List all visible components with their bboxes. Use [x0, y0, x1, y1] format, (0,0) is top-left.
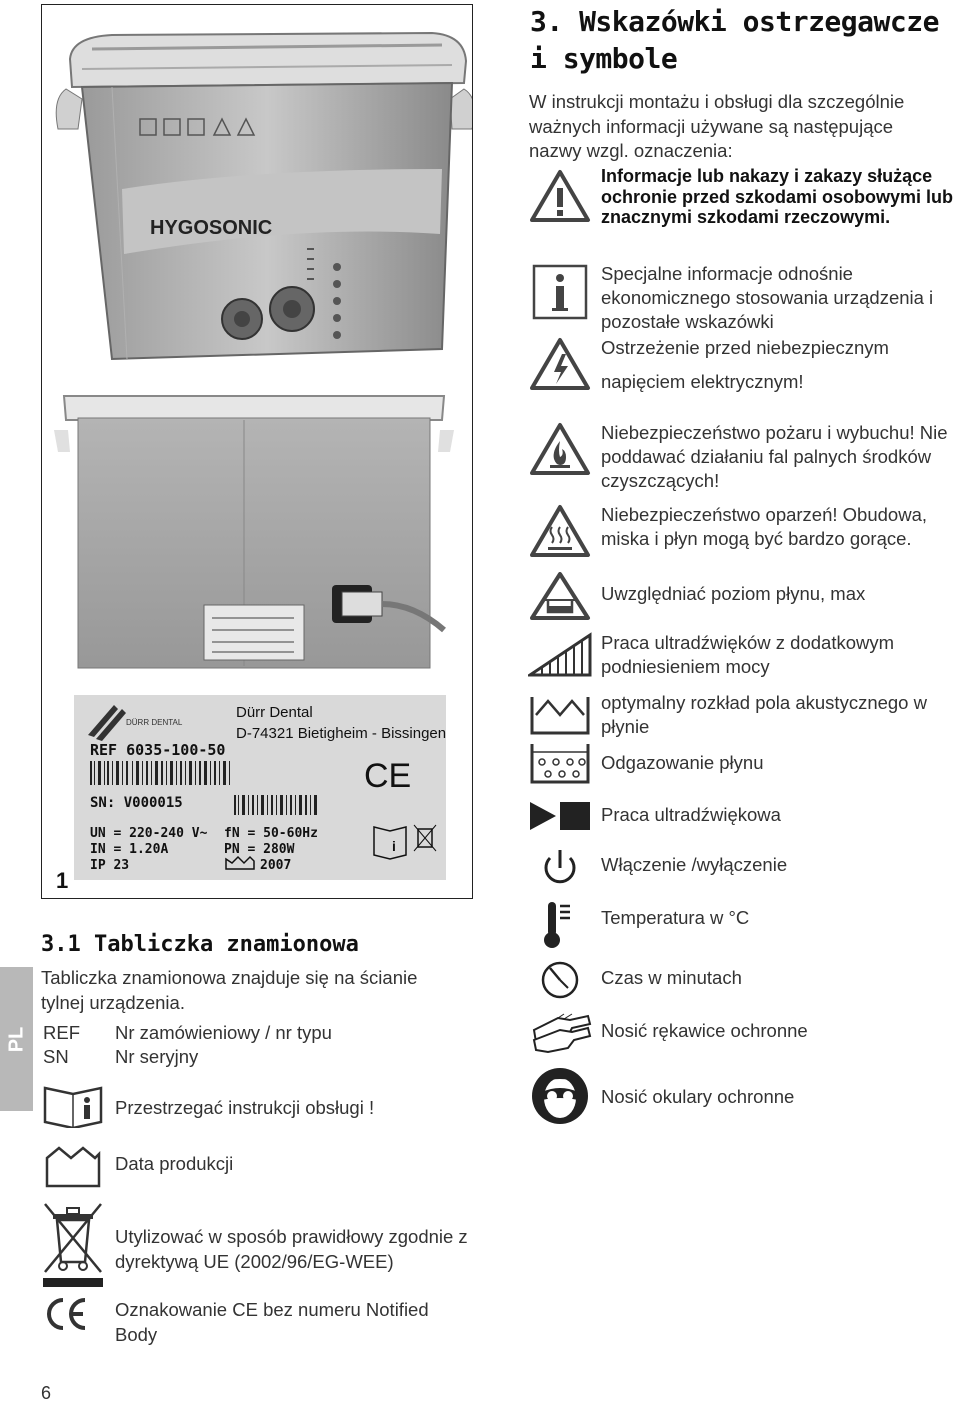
- def-value-sn: Nr seryjny: [115, 1046, 199, 1067]
- symbol-text: Uwzględniać poziom płynu, max: [601, 583, 866, 604]
- manual-text: Przestrzegać instrukcji obsługi !: [115, 1097, 375, 1118]
- info-icon: [528, 262, 592, 322]
- weee-text: Utylizować w sposób prawidłowy zgodnie z dyrektywą UE (2002/96/EG-WEE): [115, 1226, 468, 1272]
- degas-icon: [528, 742, 592, 784]
- thermometer-icon: [528, 900, 592, 950]
- figure-1: [41, 4, 473, 899]
- production-date-icon: [41, 1142, 105, 1190]
- ultrasound-icon: [528, 800, 592, 832]
- section-intro: W instrukcji montażu i obsługi dla szczególnie ważnych informacji używane są następujące nazwy wzgl. oznaczenia:: [529, 91, 905, 161]
- symbol-text: Niebezpieczeństwo oparzeń! Obudowa, miska i płyn mogą być bardzo gorące.: [601, 504, 927, 549]
- plate-ip: IP 23: [90, 858, 130, 873]
- symbol-text: Nosić rękawice ochronne: [601, 1020, 808, 1041]
- symbol-text: napięciem elektrycznym!: [601, 371, 804, 392]
- def-value-ref: Nr zamówieniowy / nr typu: [115, 1022, 332, 1043]
- plate-address: D-74321 Bietigheim - Bissingen: [236, 725, 446, 742]
- clock-icon: [528, 960, 592, 1000]
- symbol-text: Ostrzeżenie przed niebezpiecznym: [601, 337, 889, 358]
- goggles-icon: [528, 1066, 592, 1126]
- nameplate-photo: [74, 695, 446, 880]
- symbol-text: Praca ultradźwięków z dodatkowym podniesieniem mocy: [601, 632, 895, 677]
- plate-logo: DÜRR DENTAL: [126, 718, 183, 727]
- language-tab: [0, 967, 33, 1111]
- nameplate-title: 3.1 Tabliczka znamionowa: [41, 932, 359, 957]
- warning-triangle-icon: [528, 166, 592, 226]
- weee-bin-icon: [41, 1200, 105, 1290]
- production-date-text: Data produkcji: [115, 1153, 234, 1174]
- symbol-text: Temperatura w °C: [601, 907, 750, 928]
- def-key-ref: REF: [43, 1022, 80, 1043]
- def-key-sn: SN: [43, 1046, 69, 1067]
- manual-icon: [41, 1082, 105, 1128]
- symbol-text: optymalny rozkład pola akustycznego w płynie: [601, 692, 927, 737]
- language-tab-label: PL: [5, 1026, 27, 1052]
- figure-number: 1: [56, 868, 69, 893]
- ce-mark-icon: [41, 1296, 105, 1332]
- plate-sn: SN: V000015: [90, 795, 183, 811]
- svg-text:i: i: [392, 838, 396, 854]
- nameplate-intro: Tabliczka znamionowa znajduje się na ścianie tylnej urządzenia.: [41, 967, 418, 1013]
- device-front-photo: [52, 19, 472, 369]
- page-number: 6: [41, 1383, 52, 1401]
- ce-text: Oznakowanie CE bez numeru Notified Body: [115, 1299, 429, 1345]
- symbol-text: Odgazowanie płynu: [601, 752, 764, 773]
- fill-level-icon: [528, 572, 592, 622]
- device-brand: HYGOSONIC: [150, 217, 273, 239]
- plate-ce-mark: CE: [364, 757, 412, 795]
- electric-hazard-icon: [528, 336, 592, 394]
- plate-fn: fN = 50-60Hz: [224, 826, 318, 841]
- plate-year: 2007: [260, 858, 292, 873]
- acoustic-field-icon: [528, 691, 592, 737]
- hot-surface-icon: [528, 503, 592, 561]
- plate-maker: Dürr Dental: [236, 704, 313, 721]
- symbol-text: Praca ultradźwiękowa: [601, 804, 781, 825]
- symbol-text: Niebezpieczeństwo pożaru i wybuchu! Nie poddawać działaniu fal palnych środków czyszczących!: [601, 422, 948, 491]
- symbol-text: Informacje lub nakazy i zakazy służące ochronie przed szkodami osobowymi lub znacznymi szkodami rzeczowymi.: [601, 166, 954, 227]
- plate-pn: PN = 280W: [224, 842, 295, 857]
- section-title: 3. Wskazówki ostrzegawcze i symbole: [530, 5, 939, 75]
- symbol-text: Czas w minutach: [601, 967, 742, 988]
- plate-un: UN = 220-240 V~: [90, 826, 208, 841]
- plate-ref: REF 6035-100-50: [90, 741, 226, 759]
- symbol-text: Włączenie /wyłączenie: [601, 854, 788, 875]
- gloves-icon: [528, 1010, 592, 1054]
- sweep-power-icon: [528, 631, 592, 677]
- symbol-text: Nosić okulary ochronne: [601, 1086, 795, 1107]
- symbol-text: Specjalne informacje odnośnie ekonomicznego stosowania urządzenia i pozostałe wskazówki: [601, 263, 934, 332]
- fire-hazard-icon: [528, 421, 592, 479]
- plate-in: IN = 1.20A: [90, 842, 169, 857]
- power-icon: [528, 848, 592, 888]
- device-back-photo: [54, 390, 454, 675]
